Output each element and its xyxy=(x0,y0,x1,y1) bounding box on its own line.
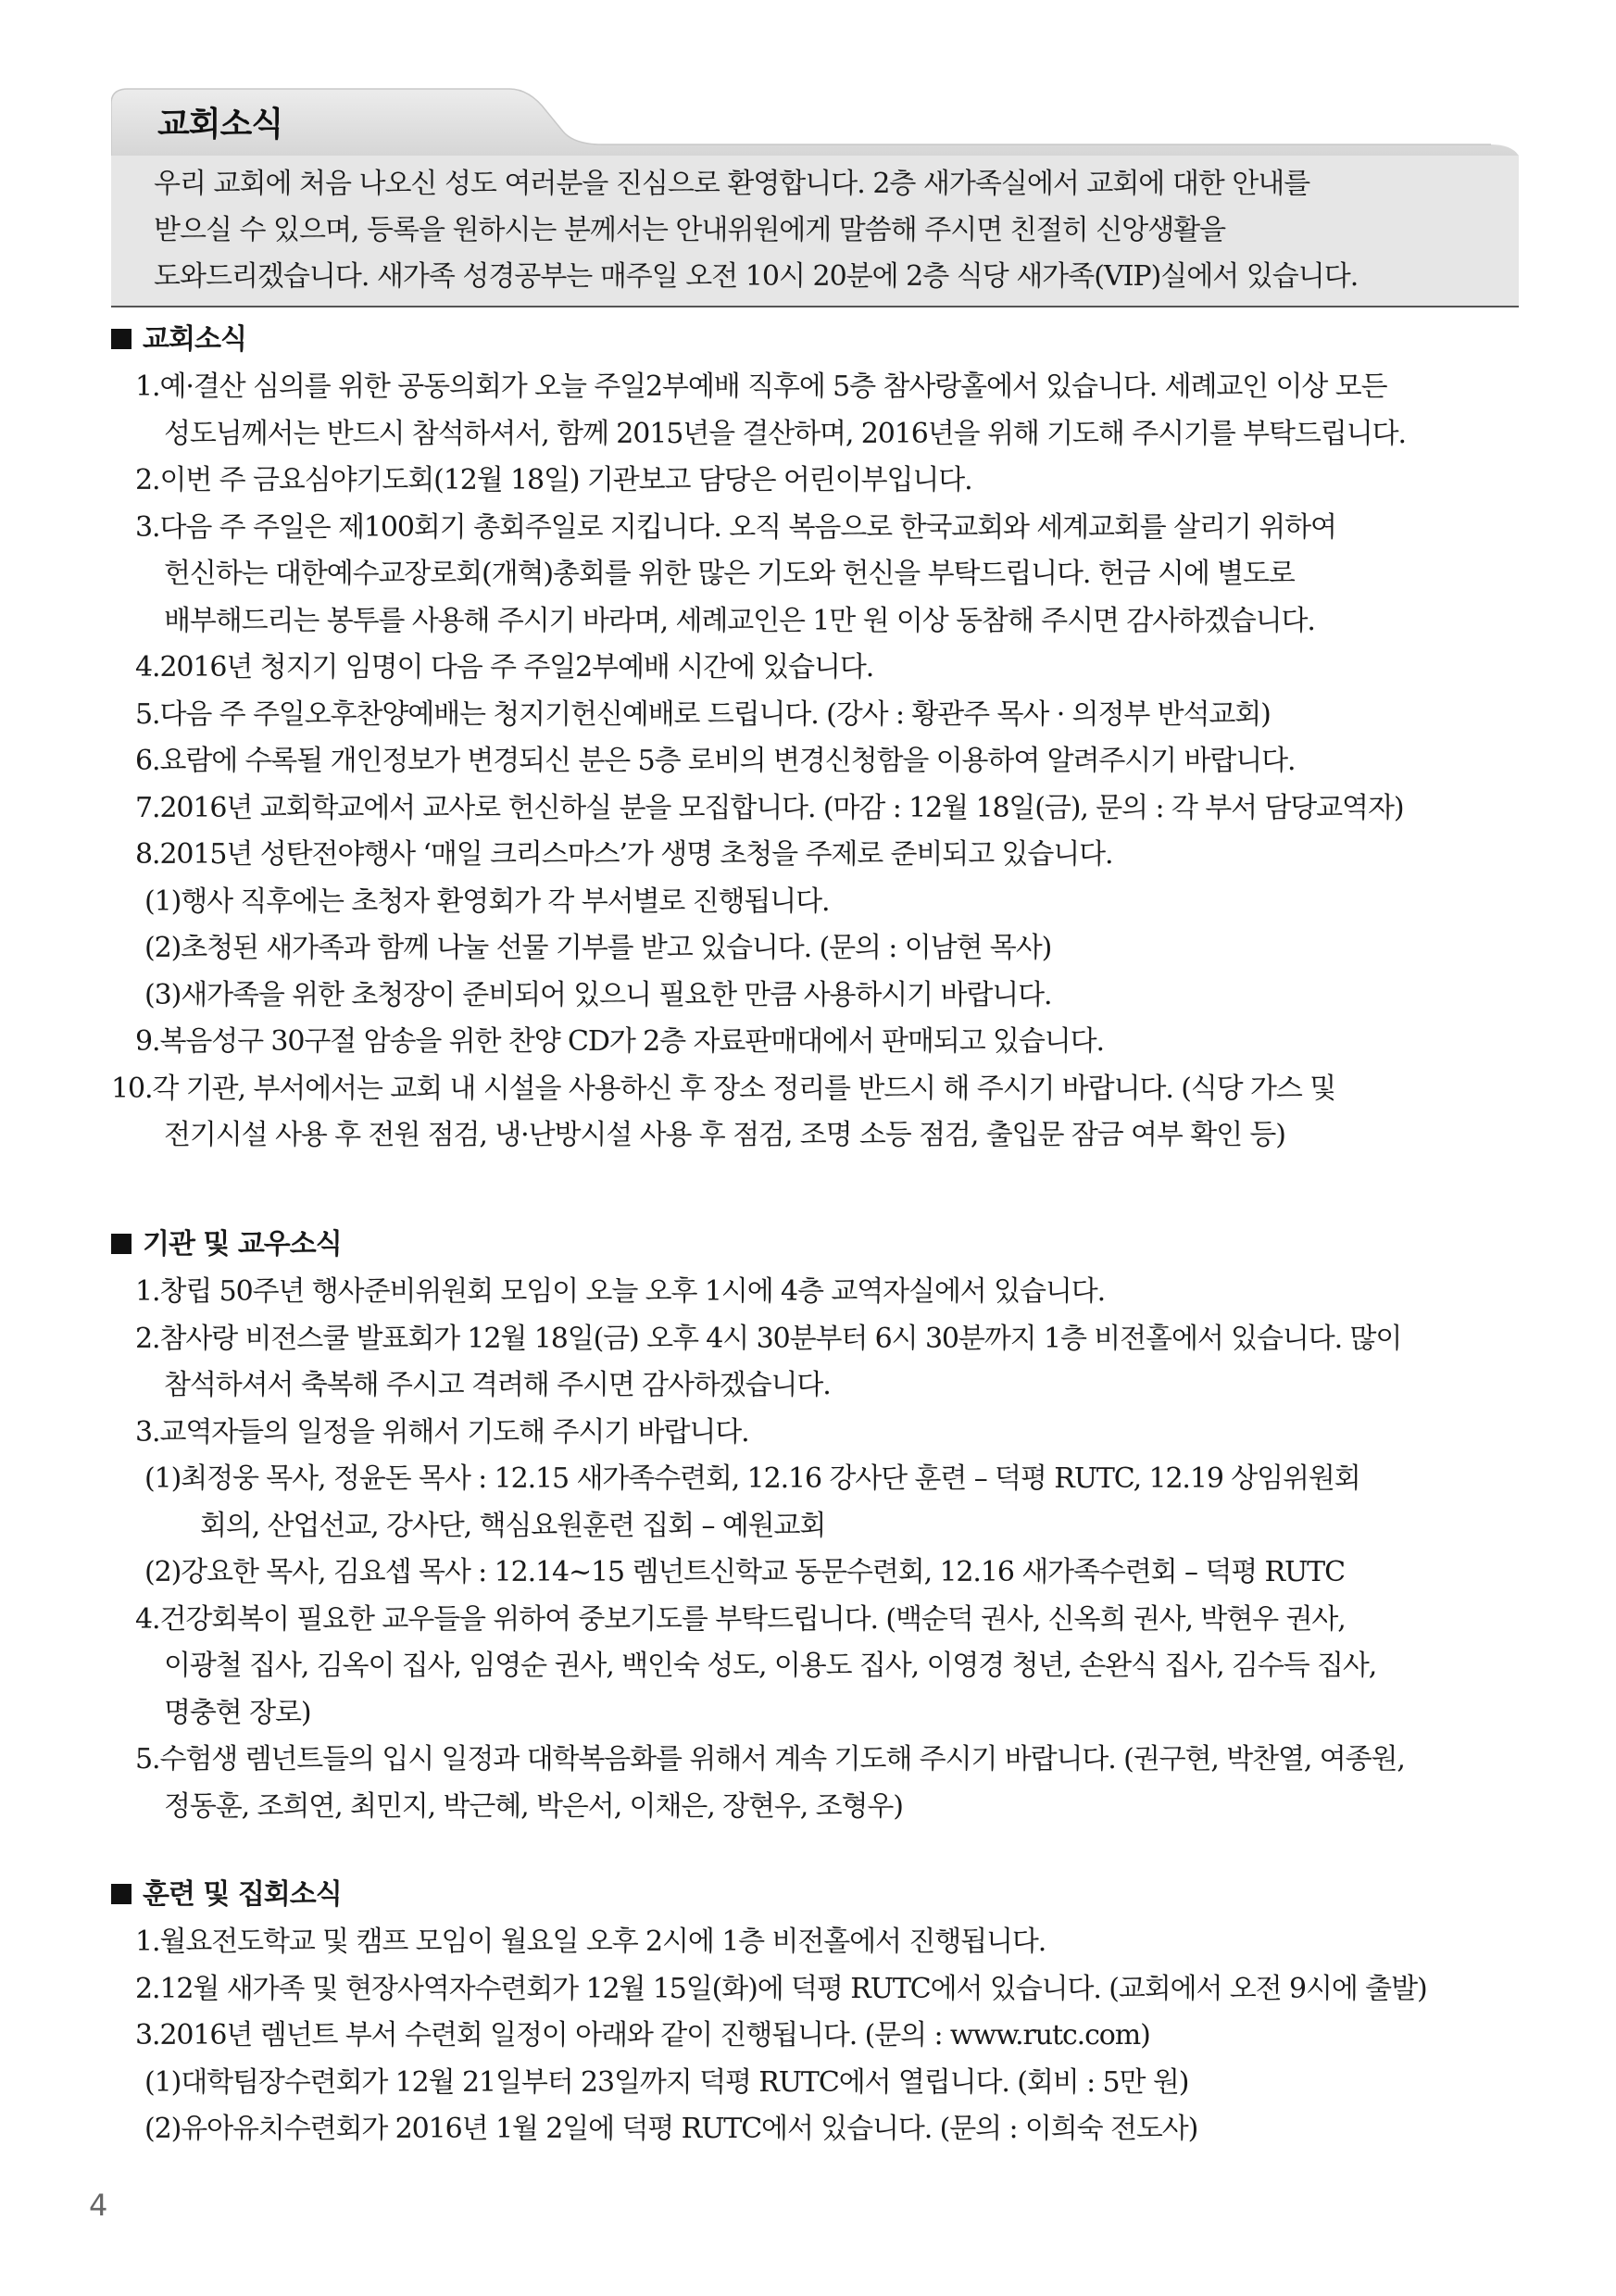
item-number: 1. xyxy=(135,1926,160,1958)
list-item xyxy=(111,692,1537,739)
list-item xyxy=(111,551,1537,598)
item-text: 초청된 새가족과 함께 나눌 선물 기부를 받고 있습니다. (문의 : 이남현 목사) xyxy=(181,932,1052,964)
item-number: 3. xyxy=(135,2019,160,2051)
item-number: 5. xyxy=(135,697,160,731)
list-item xyxy=(111,411,1537,458)
welcome-line: 우리 교회에 처음 나오신 성도 여러분을 진심으로 환영합니다. 2층 새가족실에서 교회에 대한 안내를 xyxy=(154,168,1310,200)
list-item xyxy=(111,1410,1537,1457)
item-text: 새가족을 위한 초청장이 준비되어 있으니 필요한 만큼 사용하시기 바랍니다. xyxy=(181,978,1052,1011)
section-heading-text: 훈련 및 집회소식 xyxy=(143,1878,342,1911)
item-text: 전기시설 사용 후 전원 점검, 냉·난방시설 사용 후 점검, 조명 소등 점검, 출입문 잠금 여부 확인 등) xyxy=(164,1119,1285,1151)
item-text: 이번 주 금요심야기도회(12월 18일) 기관보고 담당은 어린이부입니다. xyxy=(159,464,972,496)
item-text: 2015년 성탄전야행사 ‘매일 크리스마스’가 생명 초청을 주제로 준비되고 있습니다. xyxy=(159,838,1113,871)
list-item xyxy=(111,925,1537,972)
item-text: 복음성구 30구절 암송을 위한 찬양 CD가 2층 자료판매대에서 판매되고 있습니다. xyxy=(159,1025,1104,1058)
list-item xyxy=(111,1690,1537,1738)
list-item xyxy=(111,364,1537,411)
item-number: 2. xyxy=(135,464,160,496)
list-item xyxy=(111,2013,1537,2060)
list-item xyxy=(111,785,1537,833)
item-text: 회의, 산업선교, 강사단, 핵심요원훈련 집회 – 예원교회 xyxy=(200,1509,826,1542)
section-church-news xyxy=(111,318,1537,1160)
list-item xyxy=(111,1549,1537,1597)
list-item xyxy=(111,1019,1537,1066)
list-item xyxy=(111,1919,1537,1966)
item-text: 월요전도학교 및 캠프 모임이 월요일 오후 2시에 1층 비전홀에서 진행됩니다. xyxy=(159,1926,1046,1958)
item-number: (3) xyxy=(144,978,182,1011)
item-number: 1. xyxy=(135,370,160,403)
item-text: 유아유치수련회가 2016년 1월 2일에 덕평 RUTC에서 있습니다. (문의 : 이희숙 전도사) xyxy=(181,2113,1198,2145)
item-text: 성도님께서는 반드시 참석하셔서, 함께 2015년을 결산하며, 2016년을 위해 기도해 주시기를 부탁드립니다. xyxy=(164,417,1406,450)
section-heading xyxy=(111,1873,1537,1919)
list-item xyxy=(111,1316,1537,1363)
item-text: 12월 새가족 및 현장사역자수련회가 12월 15일(화)에 덕평 RUTC에서 있습니다. (교회에서 오전 9시에 출발) xyxy=(159,1972,1427,2005)
section-header-bar xyxy=(111,83,1519,156)
list-item xyxy=(111,1456,1537,1503)
header-tab-shape xyxy=(111,83,1519,156)
item-number: 2. xyxy=(135,1972,160,2005)
page-number: 4 xyxy=(89,2188,108,2223)
item-number: 5. xyxy=(135,1743,160,1775)
item-text: 헌신하는 대한예수교장로회(개혁)총회를 위한 많은 기도와 헌신을 부탁드립니다. 헌금 시에 별도로 xyxy=(164,558,1295,590)
item-text: 강요한 목사, 김요셉 목사 : 12.14~15 렘넌트신학교 동문수련회, 12.16 새가족수련회 – 덕평 RUTC xyxy=(181,1556,1345,1588)
item-text: 참사랑 비전스쿨 발표회가 12월 18일(금) 오후 4시 30분부터 6시 30분까지 1층 비전홀에서 있습니다. 많이 xyxy=(159,1322,1402,1355)
item-text: 2016년 교회학교에서 교사로 헌신하실 분을 모집합니다. (마감 : 12월 18일(금), 문의 : 각 부서 담당교역자) xyxy=(159,791,1404,824)
item-number: (2) xyxy=(144,2113,182,2145)
section-lines xyxy=(111,1269,1537,1830)
item-text: 다음 주 주일오후찬양예배는 청지기헌신예배로 드립니다. (강사 : 황관주 목사 · 의정부 반석교회) xyxy=(159,697,1271,731)
section-org-news xyxy=(111,1223,1537,1830)
list-item xyxy=(111,1643,1537,1690)
item-number: 4. xyxy=(135,651,160,684)
item-text: 요람에 수록될 개인정보가 변경되신 분은 5층 로비의 변경신청함을 이용하여 알려주시기 바랍니다. xyxy=(159,745,1296,777)
welcome-line: 도와드리겠습니다. 새가족 성경공부는 매주일 오전 10시 20분에 2층 식당 새가족(VIP)실에서 있습니다. xyxy=(154,260,1359,293)
item-number: 2. xyxy=(135,1322,160,1355)
list-item xyxy=(111,2060,1537,2107)
item-number: 10. xyxy=(111,1072,153,1105)
list-item xyxy=(111,1269,1537,1316)
header-title: 교회소식 xyxy=(157,106,283,144)
item-text: 다음 주 주일은 제100회기 총회주일로 지킵니다. 오직 복음으로 한국교회와 세계교회를 살리기 위하여 xyxy=(159,510,1336,544)
item-text: 이광철 집사, 김옥이 집사, 임영순 권사, 백인숙 성도, 이용도 집사, 이영경 청년, 손완식 집사, 김수득 집사, xyxy=(164,1650,1377,1682)
item-number: 4. xyxy=(135,1602,160,1636)
section-heading xyxy=(111,318,1537,364)
section-heading-text: 기관 및 교우소식 xyxy=(143,1228,342,1261)
item-text: 정동훈, 조희연, 최민지, 박근혜, 박은서, 이채은, 장현우, 조형우) xyxy=(164,1789,903,1823)
section-lines xyxy=(111,1919,1537,2153)
item-number: (1) xyxy=(144,1462,182,1495)
item-text: 배부해드리는 봉투를 사용해 주시기 바라며, 세례교인은 1만 원 이상 동참해 주시면 감사하겠습니다. xyxy=(164,604,1315,637)
square-bullet-icon xyxy=(111,329,132,349)
item-number: 9. xyxy=(135,1025,160,1058)
item-number: (2) xyxy=(144,1556,182,1588)
item-text: 수험생 렘넌트들의 입시 일정과 대학복음화를 위해서 계속 기도해 주시기 바랍니다. (권구현, 박찬열, 여종원, xyxy=(159,1743,1405,1775)
list-item xyxy=(111,1362,1537,1410)
item-text: 각 기관, 부서에서는 교회 내 시설을 사용하신 후 장소 정리를 반드시 해 주시기 바랍니다. (식당 가스 및 xyxy=(152,1072,1336,1105)
item-text: 2016년 렘넌트 부서 수련회 일정이 아래와 같이 진행됩니다. (문의 : www.rutc.com) xyxy=(159,2019,1150,2051)
item-number: 7. xyxy=(135,791,160,824)
list-item xyxy=(111,505,1537,552)
list-item xyxy=(111,1966,1537,2014)
item-text: 예·결산 심의를 위한 공동의회가 오늘 주일2부예배 직후에 5층 참사랑홀에서 있습니다. 세례교인 이상 모든 xyxy=(159,370,1387,403)
item-text: 건강회복이 필요한 교우들을 위하여 중보기도를 부탁드립니다. (백순덕 권사, 신옥희 권사, 박현우 권사, xyxy=(159,1602,1346,1636)
list-item xyxy=(111,879,1537,926)
item-number: 8. xyxy=(135,838,160,871)
item-text: 최정웅 목사, 정윤돈 목사 : 12.15 새가족수련회, 12.16 강사단 훈련 – 덕평 RUTC, 12.19 상임위원회 xyxy=(181,1462,1360,1495)
item-number: (2) xyxy=(144,932,182,964)
item-text: 명충현 장로) xyxy=(164,1696,311,1729)
list-item xyxy=(111,738,1537,785)
item-number: (1) xyxy=(144,2065,182,2099)
list-item xyxy=(111,598,1537,646)
list-item xyxy=(111,832,1537,879)
list-item xyxy=(111,1503,1537,1550)
welcome-box xyxy=(111,156,1519,307)
list-item xyxy=(111,1066,1537,1113)
list-item xyxy=(111,972,1537,1020)
item-number: 3. xyxy=(135,510,160,544)
list-item xyxy=(111,645,1537,692)
list-item xyxy=(111,1112,1537,1160)
item-text: 2016년 청지기 임명이 다음 주 주일2부예배 시간에 있습니다. xyxy=(159,651,874,684)
item-number: 3. xyxy=(135,1415,160,1449)
welcome-line: 받으실 수 있으며, 등록을 원하시는 분께서는 안내위원에게 말씀해 주시면 친절히 신앙생활을 xyxy=(154,214,1226,246)
list-item xyxy=(111,1784,1537,1831)
item-text: 창립 50주년 행사준비위원회 모임이 오늘 오후 1시에 4층 교역자실에서 있습니다. xyxy=(159,1275,1106,1308)
item-text: 행사 직후에는 초청자 환영회가 각 부서별로 진행됩니다. xyxy=(181,885,830,918)
item-text: 참석하셔서 축복해 주시고 격려해 주시면 감사하겠습니다. xyxy=(164,1369,831,1401)
section-heading-text: 교회소식 xyxy=(143,323,246,356)
list-item xyxy=(111,2106,1537,2153)
list-item xyxy=(111,1597,1537,1644)
item-text: 교역자들의 일정을 위해서 기도해 주시기 바랍니다. xyxy=(159,1415,749,1449)
list-item xyxy=(111,458,1537,505)
section-heading xyxy=(111,1223,1537,1269)
item-text: 대학팀장수련회가 12월 21일부터 23일까지 덕평 RUTC에서 열립니다. (회비 : 5만 원) xyxy=(181,2065,1189,2099)
item-number: (1) xyxy=(144,885,182,918)
item-number: 6. xyxy=(135,745,160,777)
section-lines xyxy=(111,364,1537,1160)
item-number: 1. xyxy=(135,1275,160,1308)
section-training-news xyxy=(111,1873,1537,2153)
list-item xyxy=(111,1737,1537,1784)
square-bullet-icon xyxy=(111,1884,132,1904)
square-bullet-icon xyxy=(111,1234,132,1254)
